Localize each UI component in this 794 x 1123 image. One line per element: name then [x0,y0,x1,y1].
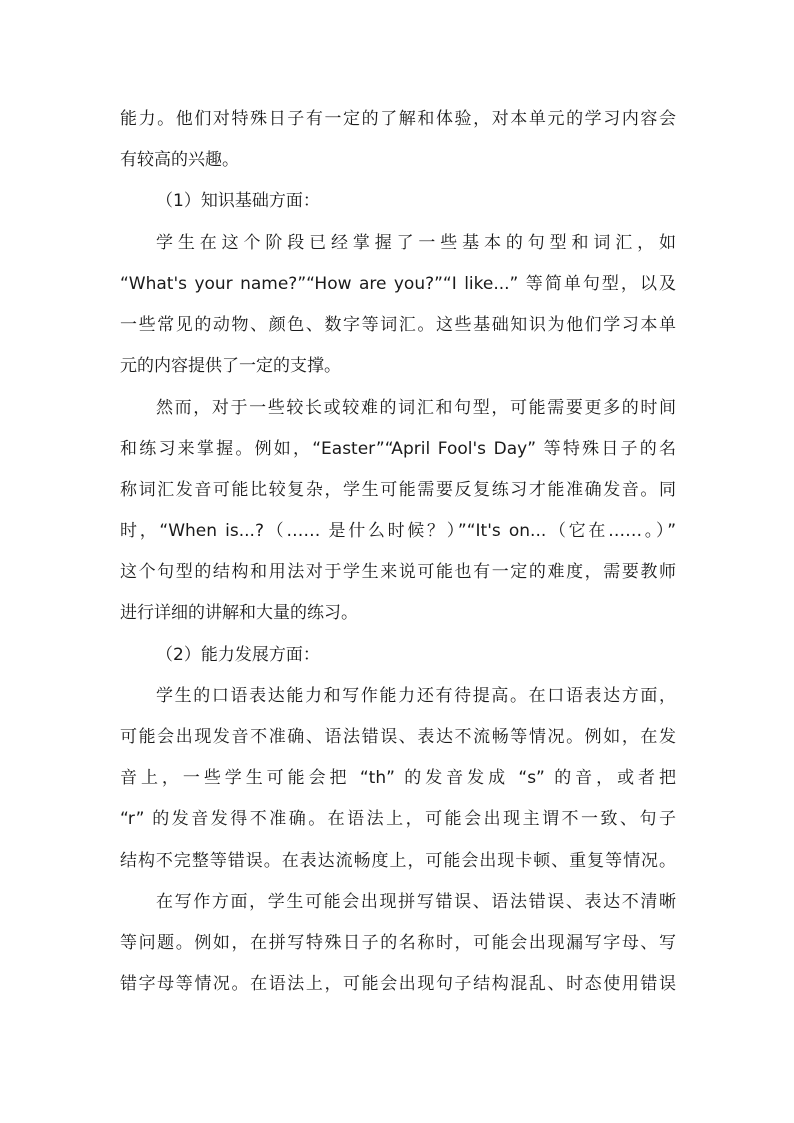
section-heading: （2）能力发展方面： [156,645,320,665]
paragraph-line: “What's your name?”“How are you?”“I like...” 等简单句型，以及 [120,274,676,294]
paragraph-line: 等问题。例如，在拼写特殊日子的名称时，可能会出现漏写字母、写 [120,933,676,953]
paragraph-line: 一些常见的动物、颜色、数字等词汇。这些基础知识为他们学习本单 [120,315,676,335]
paragraph-line: 和练习来掌握。例如，“Easter”“April Fool's Day” 等特殊日子的名 [120,439,676,459]
paragraph-line: 元的内容提供了一定的支撑。 [120,356,341,376]
paragraph-line: 音上，一些学生可能会把 “th” 的发音发成 “s” 的音，或者把 [120,768,676,788]
paragraph-line: 可能会出现发音不准确、语法错误、表达不流畅等情况。例如，在发 [120,727,676,747]
paragraph-line: 结构不完整等错误。在表达流畅度上，可能会出现卡顿、重复等情况。 [120,851,676,871]
paragraph-line: 然而，对于一些较长或较难的词汇和句型，可能需要更多的时间 [156,398,676,418]
paragraph-line: 进行详细的讲解和大量的练习。 [120,603,358,623]
paragraph-line: 时，“When is...?（…… 是什么时候？）”“It's on...（它在……。）” [120,521,676,541]
paragraph-line: 学生在这个阶段已经掌握了一些基本的句型和词汇，如 [156,233,676,253]
paragraph-line: 学生的口语表达能力和写作能力还有待提高。在口语表达方面， [156,686,676,706]
section-heading: （1）知识基础方面： [156,191,320,211]
paragraph-line: 有较高的兴趣。 [120,150,239,170]
paragraph-line: 这个句型的结构和用法对于学生来说可能也有一定的难度，需要教师 [120,562,676,582]
paragraph-line: “r” 的发音发得不准确。在语法上，可能会出现主谓不一致、句子 [120,809,676,829]
paragraph-line: 在写作方面，学生可能会出现拼写错误、语法错误、表达不清晰 [156,892,676,912]
paragraph-line: 称词汇发音可能比较复杂，学生可能需要反复练习才能准确发音。同 [120,480,676,500]
paragraph-line: 能力。他们对特殊日子有一定的了解和体验，对本单元的学习内容会 [120,109,676,129]
paragraph-line: 错字母等情况。在语法上，可能会出现句子结构混乱、时态使用错误 [120,974,676,994]
